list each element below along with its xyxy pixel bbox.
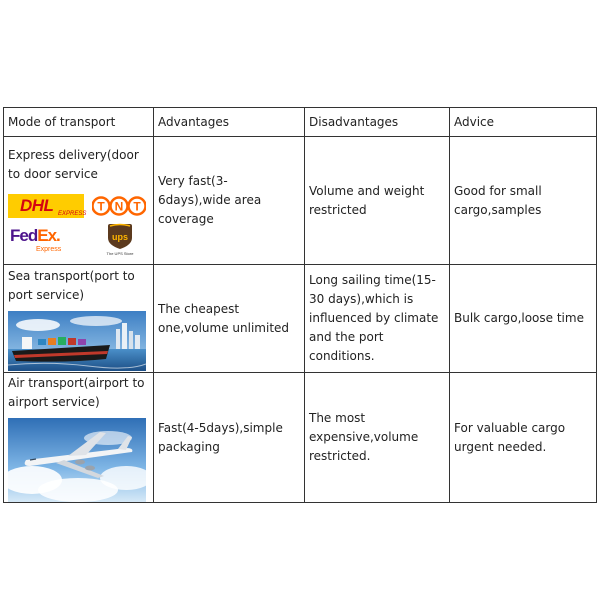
fedex-logo-subtext: Express [36, 246, 62, 253]
header-mode: Mode of transport [4, 108, 154, 137]
cell-advice-express: Good for small cargo,samples [450, 137, 597, 265]
courier-logos [8, 190, 149, 256]
header-row [4, 108, 597, 137]
cell-mode-express [4, 137, 154, 265]
mode-label-express: Express delivery(door to door service [8, 148, 139, 181]
airplane-photo [8, 418, 146, 502]
fedex-logo-fed: Fed [10, 226, 38, 245]
dhl-logo-subtext: EXPRESS [58, 211, 87, 217]
cell-disadvantages-sea: Long sailing time(15-30 days),which is influenced by climate and the port conditions. [305, 265, 450, 373]
header-advantages: Advantages [154, 108, 305, 137]
header-advice: Advice [450, 108, 597, 137]
svg-text:The UPS Store: The UPS Store [106, 251, 134, 256]
table-row-sea [4, 265, 597, 373]
ups-logo [100, 222, 140, 256]
cell-disadvantages-express: Volume and weight restricted [305, 137, 450, 265]
cell-advantages-sea: The cheapest one,volume unlimited [154, 265, 305, 373]
fedex-logo-ex: Ex. [37, 226, 60, 245]
tnt-logo [92, 192, 146, 220]
cell-mode-air [4, 373, 154, 503]
dhl-logo [8, 194, 87, 218]
svg-text:N: N [114, 199, 124, 214]
svg-text:T: T [97, 199, 105, 214]
cell-mode-sea [4, 265, 154, 373]
table-row-express [4, 137, 597, 265]
mode-label-sea: Sea transport(port to port service) [8, 269, 135, 302]
cell-advantages-air: Fast(4-5days),simple packaging [154, 373, 305, 503]
svg-text:ups: ups [111, 232, 129, 242]
table-row-air [4, 373, 597, 503]
cargo-ship-photo [8, 311, 146, 371]
cell-advice-sea: Bulk cargo,loose time [450, 265, 597, 373]
dhl-logo-text: DHL [20, 196, 54, 215]
cell-advantages-express: Very fast(3-6days),wide area coverage [154, 137, 305, 265]
header-disadvantages: Disadvantages [305, 108, 450, 137]
svg-text:T: T [133, 199, 141, 214]
cell-advice-air: For valuable cargo urgent needed. [450, 373, 597, 503]
cell-disadvantages-air: The most expensive,volume restricted. [305, 373, 450, 503]
transport-comparison-table [3, 107, 597, 503]
fedex-logo [10, 226, 82, 256]
mode-label-air: Air transport(airport to airport service) [8, 376, 145, 409]
